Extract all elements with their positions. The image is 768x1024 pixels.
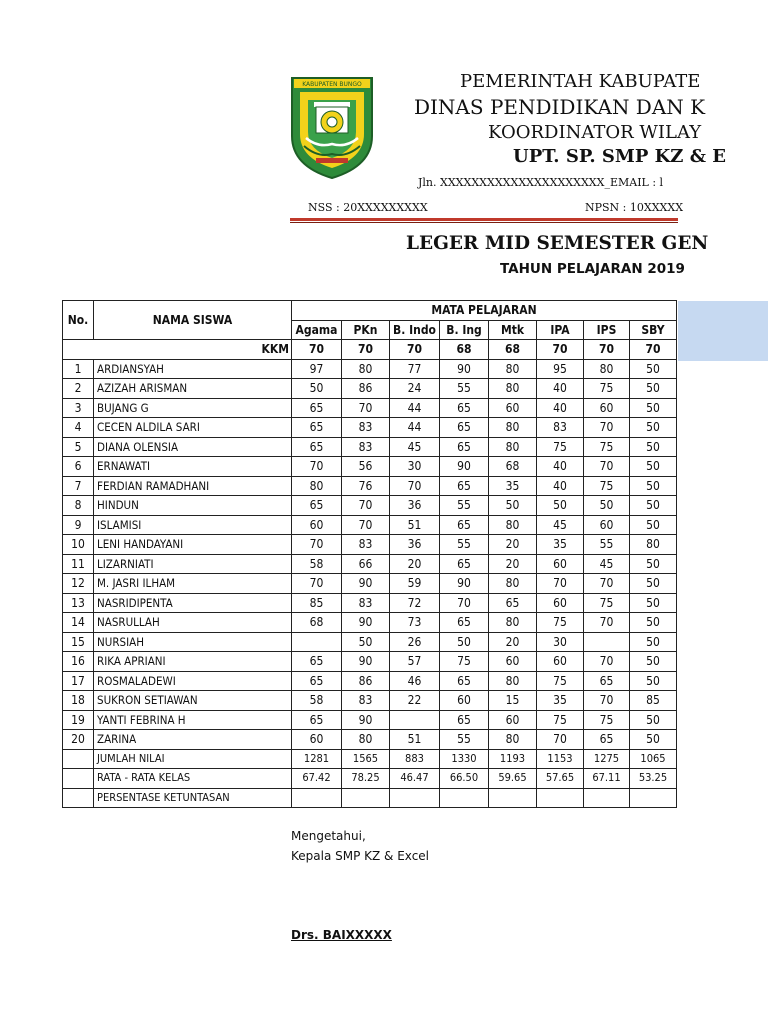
score-cell: 70 [584,652,630,672]
subject-header: IPS [584,320,630,340]
score-cell: 50 [630,710,677,730]
score-cell: 65 [489,593,537,613]
student-row [63,476,677,496]
score-cell: 65 [292,710,342,730]
score-cell: 75 [537,437,584,457]
score-cell [584,632,630,652]
score-cell: 70 [342,496,390,516]
score-cell: 20 [390,554,440,574]
score-cell: 83 [342,418,390,438]
score-cell: 50 [630,437,677,457]
kkm-value: 70 [584,340,630,360]
score-cell: 90 [440,574,489,594]
score-cell: 75 [537,710,584,730]
subject-header: B. Indo [390,320,440,340]
total-value: 1281 [292,749,342,769]
header-school: UPT. SP. SMP KZ & E [513,146,726,167]
completion-label: PERSENTASE KETUNTASAN [94,788,292,808]
student-name: DIANA OLENSIA [94,437,292,457]
average-value: 53.25 [630,769,677,789]
score-cell: 22 [390,691,440,711]
score-cell: 56 [342,457,390,477]
score-cell: 65 [584,730,630,750]
header-npsn: NPSN : 10XXXXX [585,201,684,214]
student-name: BUJANG G [94,398,292,418]
student-name: ISLAMISI [94,515,292,535]
kkm-value: 70 [630,340,677,360]
score-cell: 50 [630,496,677,516]
header-address: Jln. XXXXXXXXXXXXXXXXXXXXX_EMAIL : l [418,176,664,189]
score-cell: 70 [390,476,440,496]
score-cell: 50 [630,476,677,496]
score-cell: 70 [292,457,342,477]
student-row [63,574,677,594]
score-cell: 97 [292,359,342,379]
signature-name: Drs. BAIXXXXX [291,928,392,942]
row-number: 5 [63,437,94,457]
completion-value [390,788,440,808]
score-cell: 50 [537,496,584,516]
score-cell [390,710,440,730]
completion-value [630,788,677,808]
score-cell: 75 [584,437,630,457]
score-cell: 95 [537,359,584,379]
score-cell: 90 [342,652,390,672]
student-row [63,691,677,711]
score-cell: 60 [440,691,489,711]
student-row [63,593,677,613]
average-value: 78.25 [342,769,390,789]
score-cell: 65 [584,671,630,691]
score-cell: 65 [292,437,342,457]
score-cell: 90 [440,359,489,379]
score-cell: 45 [537,515,584,535]
score-cell: 83 [342,593,390,613]
score-cell: 35 [489,476,537,496]
score-cell: 50 [630,515,677,535]
score-cell: 65 [292,652,342,672]
student-name: NURSIAH [94,632,292,652]
score-cell: 80 [489,437,537,457]
score-cell: 85 [630,691,677,711]
score-cell: 65 [440,515,489,535]
score-cell [292,632,342,652]
score-cell: 70 [584,574,630,594]
score-cell: 50 [630,671,677,691]
score-cell: 55 [440,535,489,555]
total-value: 1065 [630,749,677,769]
score-cell: 83 [342,535,390,555]
total-value: 1153 [537,749,584,769]
document-subtitle: TAHUN PELAJARAN 2019 [500,261,685,277]
score-cell: 90 [342,574,390,594]
subject-header: Mtk [489,320,537,340]
student-row [63,418,677,438]
score-cell: 66 [342,554,390,574]
grades-table [62,300,677,808]
score-cell: 70 [342,515,390,535]
score-cell: 65 [440,710,489,730]
row-number: 9 [63,515,94,535]
score-cell: 90 [342,710,390,730]
score-cell: 73 [390,613,440,633]
student-name: NASRULLAH [94,613,292,633]
score-cell: 40 [537,476,584,496]
average-row [63,769,677,789]
score-cell: 80 [342,359,390,379]
score-cell: 80 [489,730,537,750]
score-cell: 75 [584,476,630,496]
completion-value [584,788,630,808]
student-row [63,379,677,399]
score-cell: 30 [537,632,584,652]
student-name: FERDIAN RAMADHANI [94,476,292,496]
score-cell: 50 [630,730,677,750]
score-cell: 55 [584,535,630,555]
score-cell: 60 [584,515,630,535]
student-name: ROSMALADEWI [94,671,292,691]
score-cell: 60 [489,398,537,418]
completion-value [342,788,390,808]
document-title: LEGER MID SEMESTER GEN [406,233,709,254]
kkm-value: 70 [292,340,342,360]
completion-value [292,788,342,808]
total-value: 1565 [342,749,390,769]
subject-header: B. Ing [440,320,489,340]
score-cell: 51 [390,730,440,750]
row-number: 19 [63,710,94,730]
score-cell: 80 [489,613,537,633]
score-cell: 50 [630,652,677,672]
score-cell: 80 [630,535,677,555]
row-number: 13 [63,593,94,613]
score-cell: 83 [342,691,390,711]
header-department: DINAS PENDIDIKAN DAN K [414,95,706,119]
score-cell: 50 [292,379,342,399]
score-cell: 20 [489,535,537,555]
score-cell: 50 [630,574,677,594]
score-cell: 50 [630,554,677,574]
student-name: SUKRON SETIAWAN [94,691,292,711]
row-number: 12 [63,574,94,594]
score-cell: 65 [440,476,489,496]
score-cell: 60 [489,710,537,730]
score-cell: 36 [390,496,440,516]
score-cell: 50 [342,632,390,652]
row-number: 15 [63,632,94,652]
score-cell: 70 [440,593,489,613]
summary-blank [63,788,94,808]
student-row [63,710,677,730]
score-cell: 60 [584,398,630,418]
score-cell: 44 [390,418,440,438]
row-number: 17 [63,671,94,691]
student-name: ZARINA [94,730,292,750]
score-cell: 60 [537,593,584,613]
score-cell: 50 [489,496,537,516]
score-cell: 40 [537,398,584,418]
student-row [63,398,677,418]
student-name: ERNAWATI [94,457,292,477]
score-cell: 70 [584,613,630,633]
score-cell: 50 [630,359,677,379]
header-nss: NSS : 20XXXXXXXXX [308,201,428,214]
row-number: 16 [63,652,94,672]
kkm-value: 70 [342,340,390,360]
score-cell: 59 [390,574,440,594]
score-cell: 70 [584,457,630,477]
average-value: 67.42 [292,769,342,789]
row-number: 8 [63,496,94,516]
summary-blank [63,769,94,789]
student-row [63,632,677,652]
score-cell: 50 [630,379,677,399]
student-name: YANTI FEBRINA H [94,710,292,730]
score-cell: 75 [537,613,584,633]
kkm-value: 70 [390,340,440,360]
student-name: HINDUN [94,496,292,516]
score-cell: 50 [630,398,677,418]
student-row [63,730,677,750]
row-number: 14 [63,613,94,633]
score-cell: 80 [489,671,537,691]
score-cell: 70 [537,574,584,594]
score-cell: 83 [537,418,584,438]
student-row [63,613,677,633]
score-cell: 60 [537,652,584,672]
row-number: 6 [63,457,94,477]
score-cell: 77 [390,359,440,379]
signature-role: Kepala SMP KZ & Excel [291,849,430,863]
score-cell: 51 [390,515,440,535]
score-cell: 80 [584,359,630,379]
kkm-label: KKM [63,340,292,360]
student-row [63,554,677,574]
score-cell: 70 [292,535,342,555]
score-cell: 26 [390,632,440,652]
total-value: 1330 [440,749,489,769]
score-cell: 80 [342,730,390,750]
row-number: 3 [63,398,94,418]
average-value: 66.50 [440,769,489,789]
score-cell: 76 [342,476,390,496]
score-cell: 50 [630,593,677,613]
score-cell: 65 [292,418,342,438]
header-coordinator: KOORDINATOR WILAY [488,122,702,143]
student-row [63,437,677,457]
student-row [63,515,677,535]
score-cell: 86 [342,671,390,691]
score-cell: 40 [537,379,584,399]
row-number: 11 [63,554,94,574]
score-cell: 65 [292,496,342,516]
student-row [63,535,677,555]
score-cell: 20 [489,632,537,652]
score-cell: 60 [537,554,584,574]
score-cell: 70 [584,691,630,711]
score-cell: 68 [292,613,342,633]
score-cell: 80 [489,359,537,379]
score-cell: 70 [342,398,390,418]
student-name: CECEN ALDILA SARI [94,418,292,438]
no-header: No. [63,301,94,340]
score-cell: 50 [630,457,677,477]
row-number: 4 [63,418,94,438]
score-cell: 40 [537,457,584,477]
score-cell: 55 [440,730,489,750]
score-cell: 80 [292,476,342,496]
student-row [63,671,677,691]
score-cell: 75 [537,671,584,691]
student-name: M. JASRI ILHAM [94,574,292,594]
total-label: JUMLAH NILAI [94,749,292,769]
score-cell: 50 [630,632,677,652]
score-cell: 83 [342,437,390,457]
summary-blank [63,749,94,769]
student-row [63,359,677,379]
score-cell: 90 [342,613,390,633]
score-cell: 15 [489,691,537,711]
score-cell: 65 [440,398,489,418]
score-cell: 24 [390,379,440,399]
average-value: 46.47 [390,769,440,789]
completion-value [537,788,584,808]
score-cell: 50 [630,418,677,438]
score-cell: 46 [390,671,440,691]
subject-header: SBY [630,320,677,340]
score-cell: 36 [390,535,440,555]
student-name: LENI HANDAYANI [94,535,292,555]
score-cell: 80 [489,515,537,535]
score-cell: 35 [537,535,584,555]
row-number: 10 [63,535,94,555]
score-cell: 45 [390,437,440,457]
score-cell: 86 [342,379,390,399]
student-name: RIKA APRIANI [94,652,292,672]
score-cell: 60 [292,730,342,750]
score-cell: 55 [440,379,489,399]
student-name: LIZARNIATI [94,554,292,574]
score-cell: 35 [537,691,584,711]
score-cell: 65 [292,671,342,691]
score-cell: 30 [390,457,440,477]
subject-header: Agama [292,320,342,340]
svg-text:KABUPATEN BUNGO: KABUPATEN BUNGO [302,81,362,88]
score-cell: 55 [440,496,489,516]
average-value: 57.65 [537,769,584,789]
score-cell: 80 [489,379,537,399]
score-cell: 72 [390,593,440,613]
score-cell: 75 [584,710,630,730]
name-header: NAMA SISWA [94,301,292,340]
subject-group-header: MATA PELAJARAN [292,301,677,321]
average-value: 59.65 [489,769,537,789]
row-number: 2 [63,379,94,399]
score-cell: 50 [584,496,630,516]
score-cell: 60 [292,515,342,535]
average-label: RATA - RATA KELAS [94,769,292,789]
score-cell: 65 [440,613,489,633]
score-cell: 70 [292,574,342,594]
score-cell: 68 [489,457,537,477]
row-number: 20 [63,730,94,750]
blue-highlight-block [678,301,768,361]
kkm-value: 70 [537,340,584,360]
kkm-value: 68 [440,340,489,360]
row-number: 18 [63,691,94,711]
completion-value [489,788,537,808]
score-cell: 90 [440,457,489,477]
total-value: 1275 [584,749,630,769]
kkm-value: 68 [489,340,537,360]
score-cell: 85 [292,593,342,613]
score-cell: 65 [440,418,489,438]
average-value: 67.11 [584,769,630,789]
total-value: 1193 [489,749,537,769]
student-row [63,652,677,672]
regency-crest-logo [288,74,376,180]
row-number: 7 [63,476,94,496]
completion-row [63,788,677,808]
student-row [63,457,677,477]
subject-header: PKn [342,320,390,340]
header-government: PEMERINTAH KABUPATE [460,71,701,92]
score-cell: 80 [489,574,537,594]
score-cell: 60 [489,652,537,672]
score-cell: 50 [440,632,489,652]
score-cell: 75 [440,652,489,672]
completion-value [440,788,489,808]
score-cell: 65 [440,437,489,457]
score-cell: 65 [440,554,489,574]
row-number: 1 [63,359,94,379]
score-cell: 58 [292,691,342,711]
header-divider-thin [290,222,678,223]
total-row [63,749,677,769]
score-cell: 45 [584,554,630,574]
score-cell: 70 [584,418,630,438]
score-cell: 80 [489,418,537,438]
total-value: 883 [390,749,440,769]
score-cell: 75 [584,379,630,399]
score-cell: 57 [390,652,440,672]
student-name: NASRIDIPENTA [94,593,292,613]
student-name: AZIZAH ARISMAN [94,379,292,399]
score-cell: 44 [390,398,440,418]
score-cell: 70 [537,730,584,750]
student-row [63,496,677,516]
student-name: ARDIANSYAH [94,359,292,379]
score-cell: 50 [630,613,677,633]
score-cell: 65 [440,671,489,691]
signature-acknowledged: Mengetahui, [291,829,366,843]
score-cell: 20 [489,554,537,574]
header-divider [290,218,678,221]
score-cell: 65 [292,398,342,418]
score-cell: 58 [292,554,342,574]
subject-header: IPA [537,320,584,340]
score-cell: 75 [584,593,630,613]
